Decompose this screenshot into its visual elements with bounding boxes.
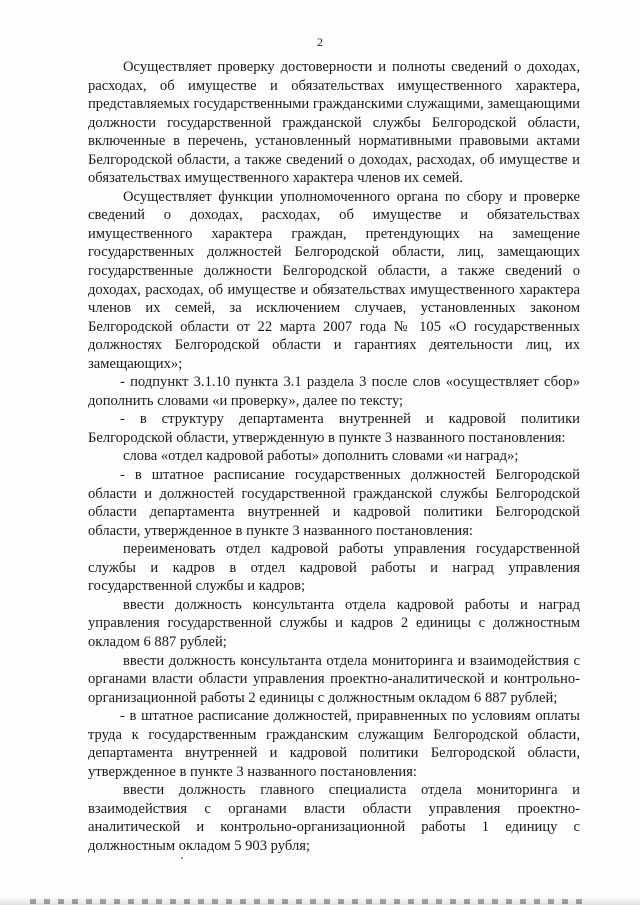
page-number: 2 (317, 35, 323, 49)
paragraph-add-consultant-monitoring: ввести должность консультанта отдела мониторинга и взаимодействия с органами власти области управления проектно-аналитической и контрольно-организационной работы 2 единицы с должностным окладом 6 887 рублей; (88, 652, 580, 706)
paragraph-authorized-body-functions: Осуществляет функции уполномоченного органа по сбору и проверке сведений о доходах, расходах, об имуществе и обязательствах имущественного характера граждан, претендующих на замещение государственных должностей Белгородской области, лиц, замещающих государственные должности Белгородской области, а также сведений о доходах, расходах, об имуществе и обязательствах имущественного характера членов их семей, за исключением случаев, установленных законом Белгородской области от 22 марта 2007 года № 105 «О государственных должностях Белгородской области и гарантиях деятельности лиц, их замещающих»; (88, 188, 580, 372)
paragraph-add-chief-specialist: ввести должность главного специалиста отдела мониторинга и взаимодействия с органами власти области управления проектно-аналитической и контрольно-организационной работы 1 единицу с должностным окладом 5 903 рубля; (88, 782, 580, 854)
paragraph-add-consultant-awards: ввести должность консультанта отдела кадровой работы и наград управления государственной службы и кадров 2 единицы с должностным окладом 6 887 рублей; (88, 596, 580, 650)
scan-speck (181, 857, 183, 859)
paragraph-rename-department: переименовать отдел кадровой работы управления государственной службы и кадров в отдел кадровой работы и наград управления государственной службы и кадров; (88, 541, 580, 595)
scan-bottom-marks (30, 899, 590, 904)
paragraph-equivalent-positions-amendment: - в штатное расписание должностей, приравненных по условиям оплаты труда к государственным гражданским служащим Белгородской области, департамента внутренней и кадровой политики Белгородской области, утвержденное в пункте 3 названного постановления: (88, 708, 580, 780)
paragraph-subclause-3-1-10: - подпункт 3.1.10 пункта 3.1 раздела 3 после слов «осуществляет сбор» дополнить словами «и проверку», далее по тексту; (88, 374, 580, 409)
paragraph-staff-schedule-amendment: - в штатное расписание государственных должностей Белгородской области и должностей государственной гражданской службы Белгородской области департамента внутренней и кадровой политики Белгородской области, утвержденное в пункте 3 названного постановления: (88, 467, 580, 539)
paragraph-verification-duties: Осуществляет проверку достоверности и полноты сведений о доходах, расходах, об имуществе и обязательствах имущественного характера, представляемых государственными гражданскими служащими, замещающими должности государственной гражданской службы Белгородской области, включенные в перечень, установленный нормативными правовыми актами Белгородской области, а также сведений о доходах, расходах, об имуществе и обязательствах имущественного характера членов их семей. (88, 59, 580, 187)
document-body (88, 58, 580, 856)
paragraph-rename-words: слова «отдел кадровой работы» дополнить словами «и наград»; (123, 448, 519, 465)
paragraph-structure-amendment: - в структуру департамента внутренней и кадровой политики Белгородской области, утвержденную в пункте 3 названного постановления: (88, 411, 580, 446)
